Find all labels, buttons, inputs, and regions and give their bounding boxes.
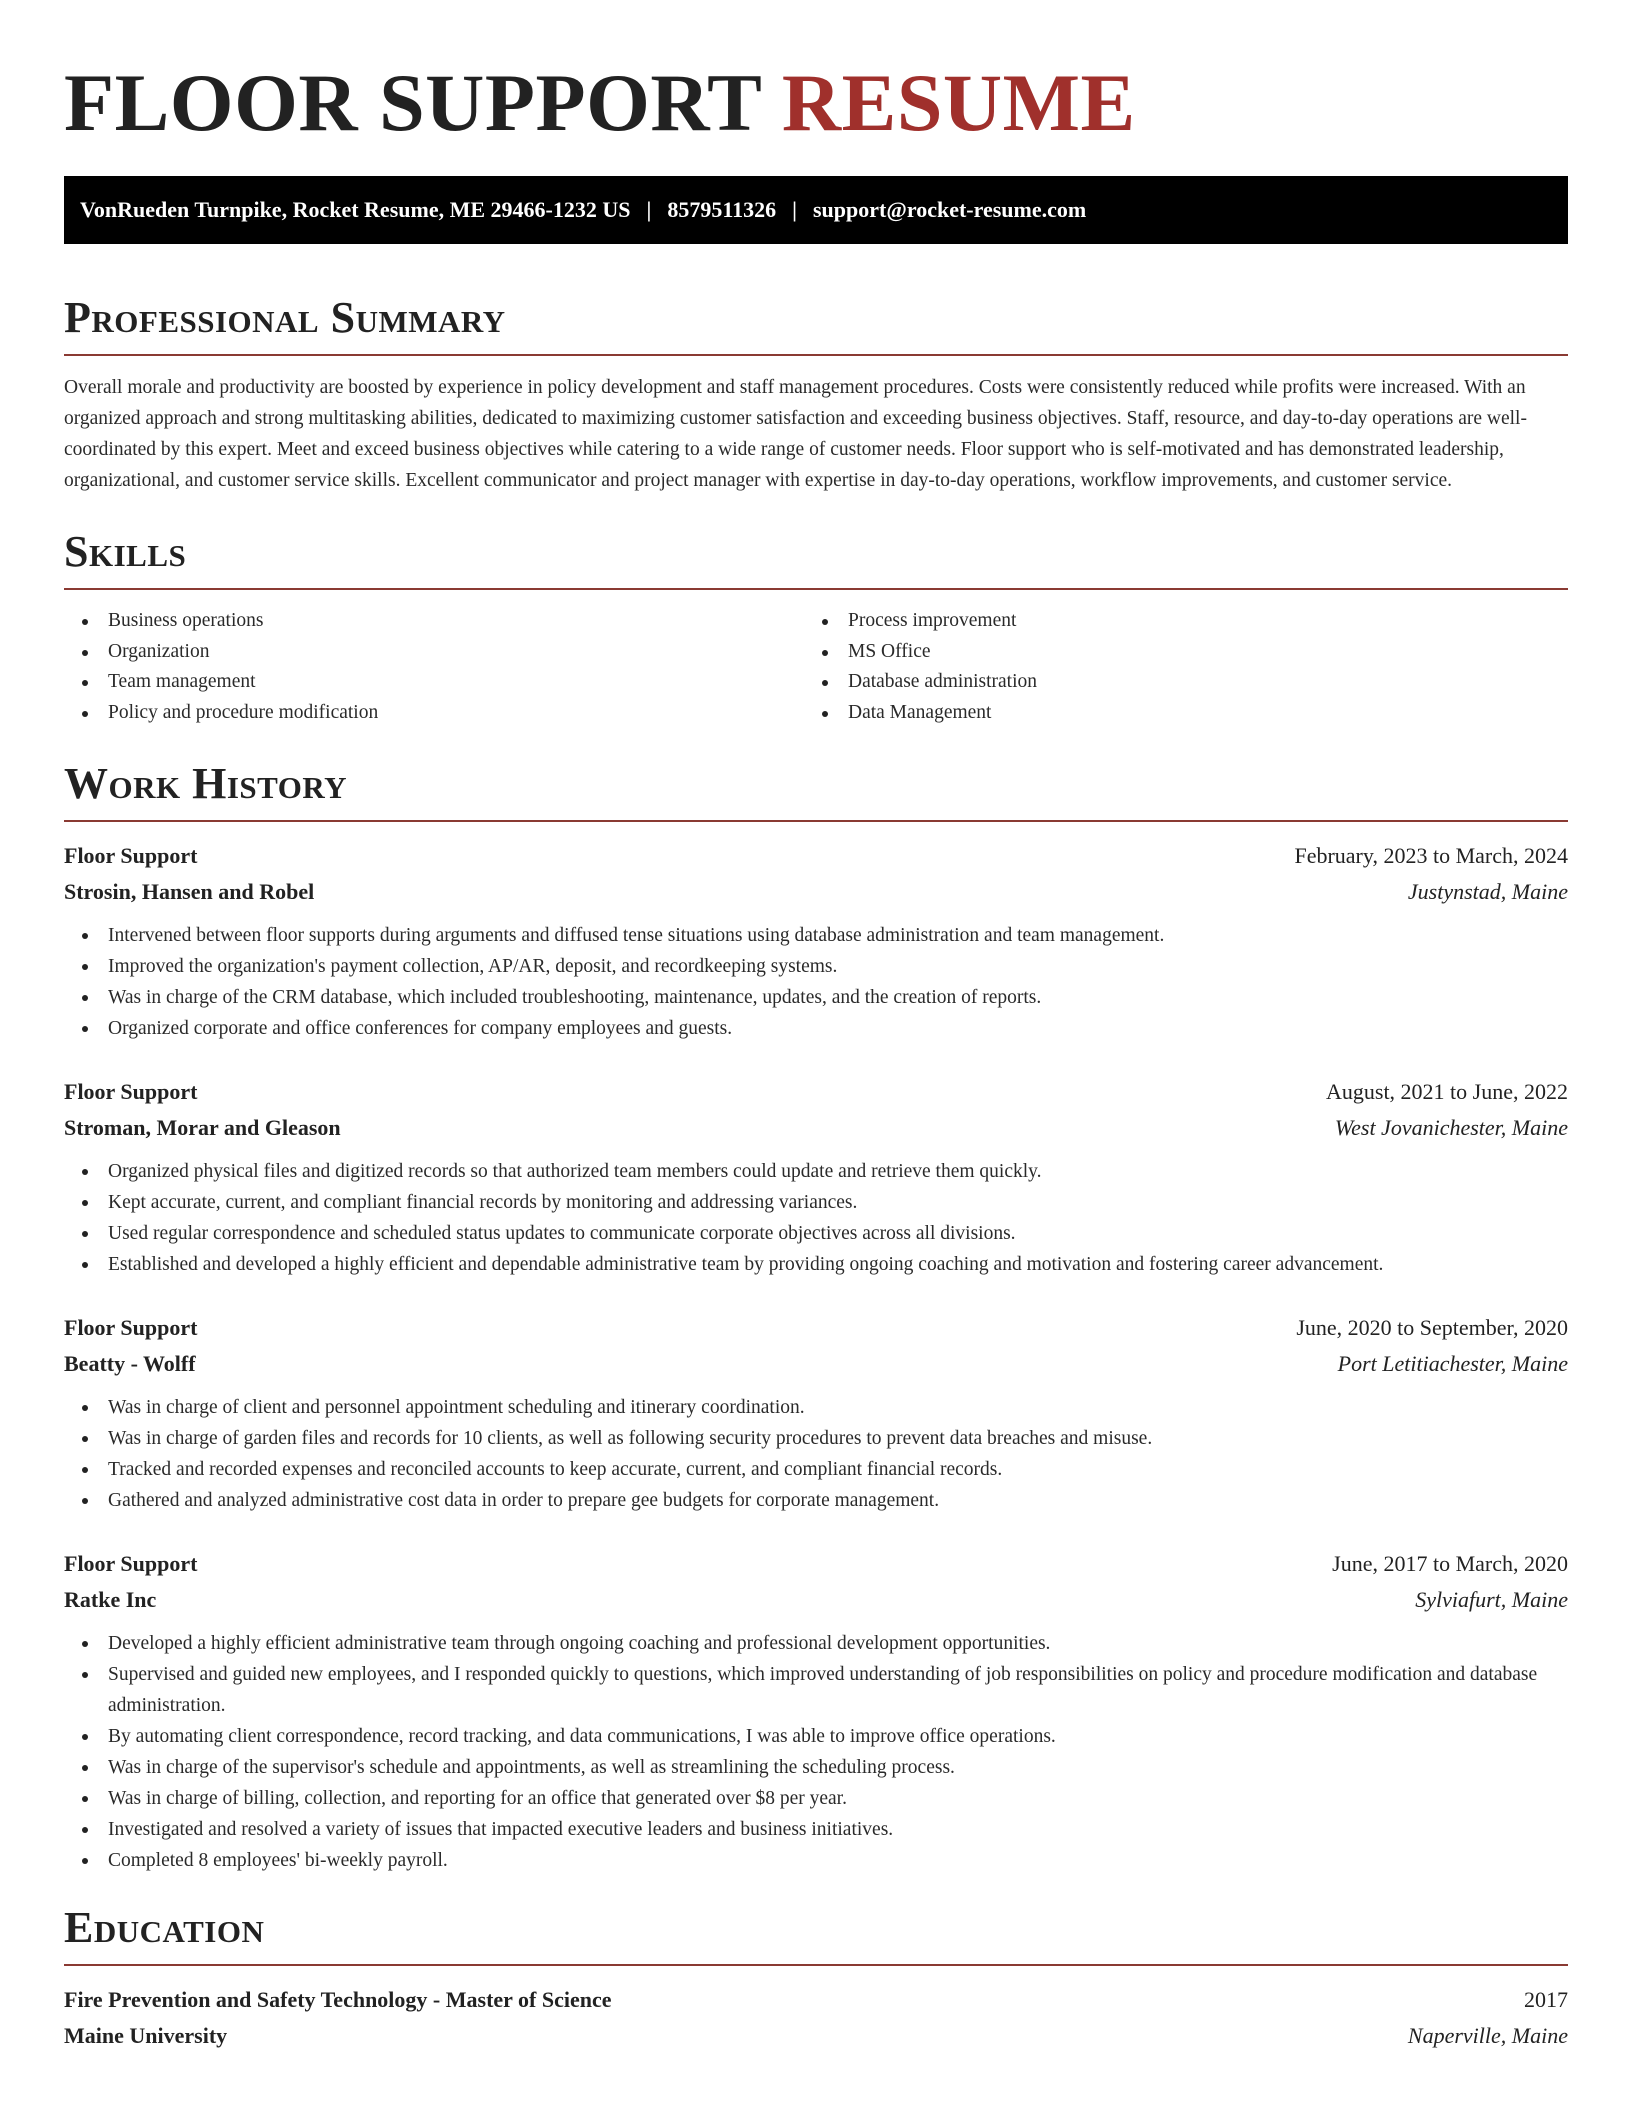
section-divider [64,354,1568,356]
contact-separator: | [792,197,797,222]
skills-heading: Skills [64,527,187,576]
skill-item: Team management [64,667,804,698]
job-dates: February, 2023 to March, 2024 [1294,843,1568,868]
job-header-row [64,1074,1568,1110]
job-bullets [64,920,1568,1044]
job-bullet: Used regular correspondence and scheduled status updates to communicate corporate objectives across all divisions. [64,1218,1568,1249]
job-bullet: Completed 8 employees' bi-weekly payroll. [64,1845,1568,1876]
education-school: Maine University [64,2023,228,2048]
job-bullet: Kept accurate, current, and compliant financial records by monitoring and addressing variances. [64,1187,1568,1218]
job-company-row [64,1110,1568,1146]
section-divider [64,1964,1568,1966]
job-entry [64,1074,1568,1280]
job-title: Floor Support [64,1079,198,1104]
job-bullet: Improved the organization's payment collection, AP/AR, deposit, and recordkeeping systems. [64,951,1568,982]
section-divider [64,820,1568,822]
skill-item: Organization [64,637,804,668]
job-location: Sylviafurt, Maine [1415,1587,1568,1612]
job-company: Stroman, Morar and Gleason [64,1115,341,1140]
job-bullets [64,1392,1568,1516]
summary-text: Overall morale and productivity are boosted by experience in policy development and staff management procedures. Costs were consistently reduced while profits were increased. With an organized approach and strong multitasking abilities, dedicated to maximizing customer satisfaction and exceeding business objectives. Staff, resource, and day-to-day operations are well-coordinated by this expert. Meet and exceed business objectives while catering to a wide range of customer needs. Floor support who is self-motivated and has demonstrated leadership, organizational, and customer service skills. Excellent communicator and project manager with expertise in day-to-day operations, workflow improvements, and customer service. [64,377,1527,491]
job-bullet: Was in charge of billing, collection, and reporting for an office that generated over $8 per year. [64,1783,1568,1814]
job-title: Floor Support [64,843,198,868]
job-bullet: Organized corporate and office conferences for company employees and guests. [64,1013,1568,1044]
job-header-row [64,1546,1568,1582]
education-entry [64,1982,1568,2054]
job-entry [64,1310,1568,1516]
job-title: Floor Support [64,1551,198,1576]
education-year: 2017 [1524,1987,1568,2012]
work-history-heading: Work History [64,759,348,808]
job-bullet: Was in charge of the CRM database, which included troubleshooting, maintenance, updates, and the creation of reports. [64,982,1568,1013]
job-company: Ratke Inc [64,1587,157,1612]
education-school-row [64,2018,1568,2054]
job-company: Beatty - Wolff [64,1351,196,1376]
job-bullet: Was in charge of client and personnel appointment scheduling and itinerary coordination. [64,1392,1568,1423]
contact-address: VonRueden Turnpike, Rocket Resume, ME 29466-1232 US [80,197,631,222]
skills-section [64,527,1568,728]
skills-list-left [64,606,804,728]
contact-separator: | [646,197,652,222]
skill-item: Database administration [804,667,1544,698]
job-entry [64,1546,1568,1876]
job-location: Justynstad, Maine [1407,879,1568,904]
job-bullet: By automating client correspondence, record tracking, and data communications, I was able to improve office operations. [64,1721,1568,1752]
skill-item: MS Office [804,637,1544,668]
title-accent: RESUME [781,57,1136,148]
job-title: Floor Support [64,1315,198,1340]
job-company-row [64,1582,1568,1618]
job-bullet: Tracked and recorded expenses and reconciled accounts to keep accurate, current, and compliant financial records. [64,1454,1568,1485]
job-dates: June, 2017 to March, 2020 [1332,1551,1568,1576]
contact-email[interactable]: support@rocket-resume.com [813,197,1087,222]
job-bullet: Supervised and guided new employees, and I responded quickly to questions, which improved understanding of job responsibilities on policy and procedure modification and database administration. [64,1659,1568,1721]
summary-heading: Professional Summary [64,293,506,342]
education-location: Naperville, Maine [1407,2023,1568,2048]
summary-section [64,293,1568,496]
work-history-section [64,759,1568,1876]
job-location: Port Letitiachester, Maine [1337,1351,1568,1376]
job-company-row [64,874,1568,910]
title-main: FLOOR SUPPORT [64,57,761,148]
skill-item: Policy and procedure modification [64,698,804,729]
job-entry [64,838,1568,1044]
job-bullet: Investigated and resolved a variety of issues that impacted executive leaders and business initiatives. [64,1814,1568,1845]
education-heading: Education [64,1903,265,1952]
education-section [64,1903,1568,2054]
section-divider [64,588,1568,590]
job-header-row [64,838,1568,874]
skill-item: Data Management [804,698,1544,729]
resume-title [64,57,1568,148]
job-bullets [64,1156,1568,1280]
skill-item: Process improvement [804,606,1544,637]
job-dates: June, 2020 to September, 2020 [1296,1315,1568,1340]
job-dates: August, 2021 to June, 2022 [1326,1079,1568,1104]
skills-columns [64,606,1568,728]
job-bullet: Intervened between floor supports during arguments and diffused tense situations using database administration and team management. [64,920,1568,951]
job-bullet: Organized physical files and digitized records so that authorized team members could update and retrieve them quickly. [64,1156,1568,1187]
education-degree-row [64,1982,1568,2018]
job-bullet: Developed a highly efficient administrative team through ongoing coaching and professional development opportunities. [64,1628,1568,1659]
job-bullet: Was in charge of the supervisor's schedule and appointments, as well as streamlining the scheduling process. [64,1752,1568,1783]
job-header-row [64,1310,1568,1346]
contact-phone[interactable]: 8579511326 [667,197,777,222]
education-degree: Fire Prevention and Safety Technology - Master of Science [64,1987,612,2012]
skills-list-right [804,606,1544,728]
job-company: Strosin, Hansen and Robel [64,879,315,904]
job-location: West Jovanichester, Maine [1334,1115,1568,1140]
job-bullet: Established and developed a highly efficient and dependable administrative team by providing ongoing coaching and motivation and fostering career advancement. [64,1249,1568,1280]
job-bullet: Gathered and analyzed administrative cost data in order to prepare gee budgets for corporate management. [64,1485,1568,1516]
job-bullets [64,1628,1568,1876]
skill-item: Business operations [64,606,804,637]
contact-bar [64,176,1568,244]
job-company-row [64,1346,1568,1382]
job-bullet: Was in charge of garden files and records for 10 clients, as well as following security procedures to prevent data breaches and misuse. [64,1423,1568,1454]
